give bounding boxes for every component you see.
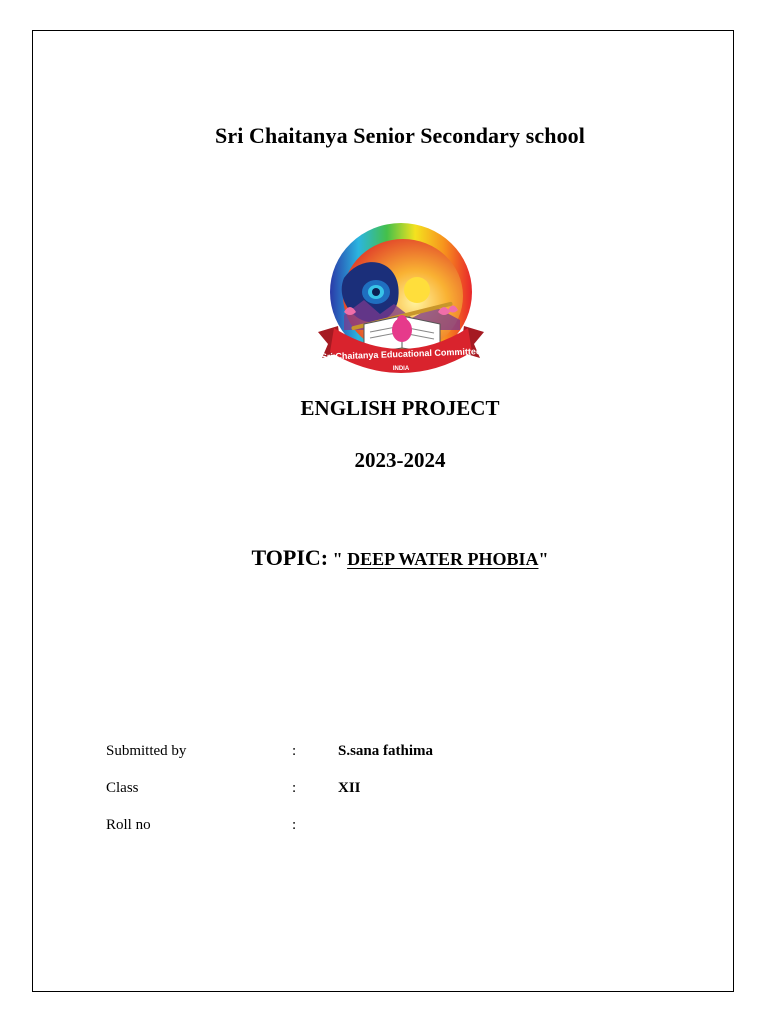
submitted-by-value: S.sana fathima <box>338 743 434 759</box>
class-colon: : <box>292 780 297 796</box>
svg-text:Sri Chaitanya Educational Comm: Sri Chaitanya Educational Committee <box>320 346 482 362</box>
roll-no-row <box>106 817 666 837</box>
svg-text:INDIA: INDIA <box>392 366 410 372</box>
topic-value: DEEP WATER PHOBIA <box>347 549 539 569</box>
submitted-by-colon: : <box>292 743 297 759</box>
topic-label: TOPIC: <box>251 545 329 570</box>
project-title: ENGLISH PROJECT <box>300 396 500 420</box>
topic-close-quote: " <box>538 549 549 569</box>
topic-open-quote: " <box>328 549 348 569</box>
roll-no-colon: : <box>292 817 297 833</box>
class-row <box>106 780 666 800</box>
class-label: Class <box>106 780 139 796</box>
academic-year: 2023-2024 <box>354 448 446 472</box>
school-emblem-icon <box>314 220 488 380</box>
submitted-by-label: Submitted by <box>106 743 187 759</box>
school-name: Sri Chaitanya Senior Secondary school <box>215 123 585 148</box>
topic-line <box>0 545 768 571</box>
class-value: XII <box>338 780 361 796</box>
page-border <box>32 30 734 992</box>
submitted-by-row <box>106 743 666 763</box>
roll-no-label: Roll no <box>106 817 151 833</box>
